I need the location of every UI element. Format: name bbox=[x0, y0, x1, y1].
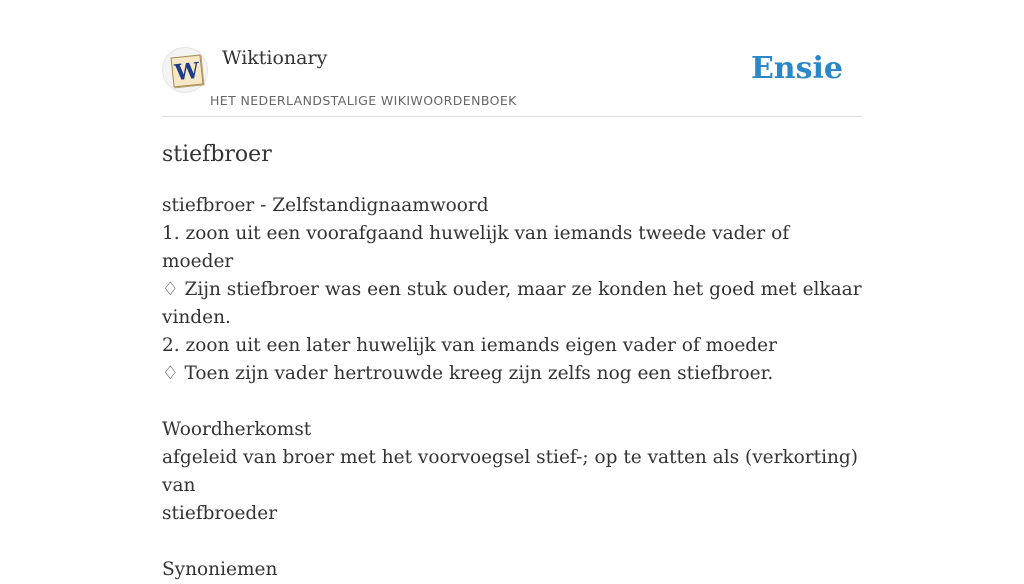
example-1-line-1: ♢ Zijn stiefbroer was een stuk ouder, maar ze konden het goed met elkaar bbox=[162, 279, 862, 300]
site-subtitle: HET NEDERLANDSTALIGE WIKIWOORDENBOEK bbox=[210, 93, 517, 108]
logo-letter: W bbox=[173, 57, 201, 86]
definition-2: 2. zoon uit een later huwelijk van iemands eigen vader of moeder bbox=[162, 335, 777, 356]
section-spacer bbox=[162, 528, 862, 556]
entry-content bbox=[162, 192, 862, 584]
etymology-text-line-1: afgeleid van broer met het voorvoegsel stief-; op te vatten als (verkorting) van bbox=[162, 447, 858, 496]
logo-tile bbox=[171, 55, 204, 88]
ensie-brand-link[interactable]: Ensie bbox=[750, 51, 843, 86]
wiktionary-logo-icon[interactable] bbox=[162, 47, 208, 93]
example-1-line-2: vinden. bbox=[162, 307, 231, 328]
etymology-text-line-2: stiefbroeder bbox=[162, 503, 278, 524]
definition-1: 1. zoon uit een voorafgaand huwelijk van iemands tweede vader of moeder bbox=[162, 223, 790, 272]
example-2: ♢ Toen zijn vader hertrouwde kreeg zijn zelfs nog een stiefbroer. bbox=[162, 363, 774, 384]
entry-heading: stiefbroer - Zelfstandignaamwoord bbox=[162, 195, 489, 216]
synonyms-heading: Synoniemen bbox=[162, 559, 278, 580]
site-title[interactable]: Wiktionary bbox=[222, 47, 328, 69]
site-header bbox=[162, 0, 862, 117]
page-title: stiefbroer bbox=[162, 142, 272, 167]
etymology-heading: Woordherkomst bbox=[162, 419, 312, 440]
section-spacer bbox=[162, 388, 862, 416]
page-wrapper bbox=[162, 0, 862, 580]
